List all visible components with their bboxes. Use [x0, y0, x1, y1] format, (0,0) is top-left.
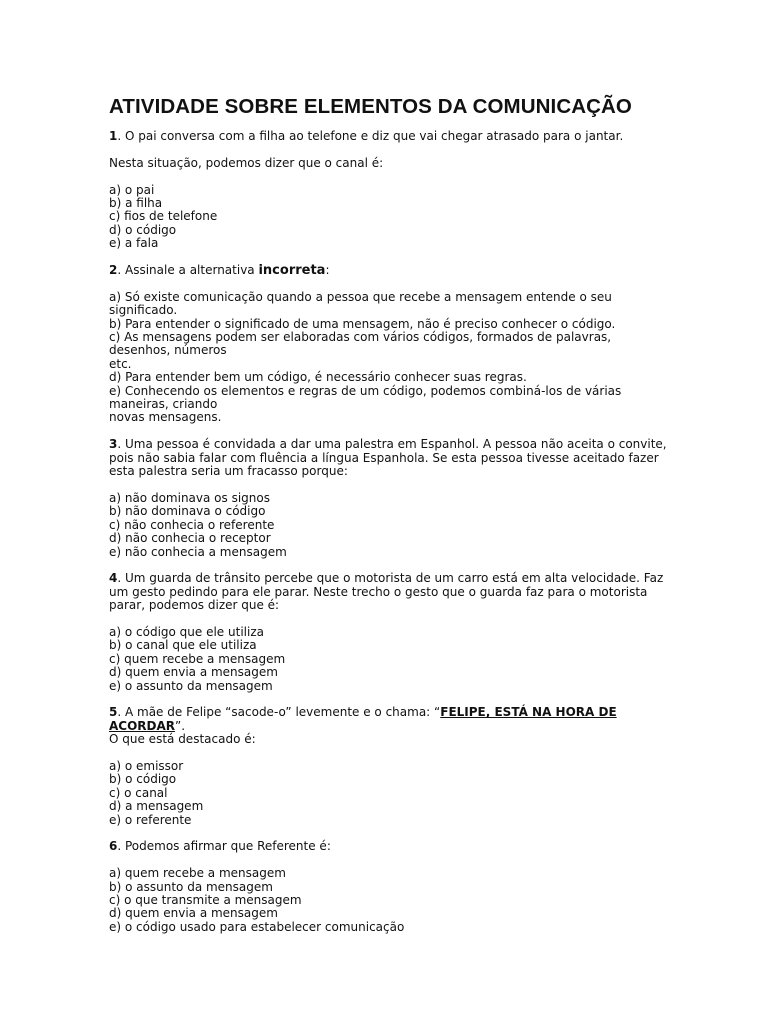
option-c-cont: desenhos, números [109, 343, 227, 358]
options-list [109, 492, 669, 559]
option-b: b) Para entender o significado de uma mensagem, não é preciso conhecer o código. [109, 316, 616, 331]
question-prompt: Nesta situação, podemos dizer que o canal é: [109, 155, 384, 170]
question-text-line-3: esta palestra seria um fracasso porque: [109, 464, 348, 479]
page-title: ATIVIDADE SOBRE ELEMENTOS DA COMUNICAÇÃO [109, 95, 632, 118]
question-number: 2 [109, 263, 118, 278]
options-list [109, 626, 669, 693]
option-e-cont-2: novas mensagens. [109, 410, 222, 425]
option-e: e) o código usado para estabelecer comunicação [109, 919, 405, 934]
question-4 [109, 572, 669, 693]
question-text: . A mãe de Felipe “sacode-o” levemente e o chama: “ [117, 705, 441, 720]
highlighted-phrase-cont: ACORDAR [109, 718, 176, 733]
option-e: e) não conhecia a mensagem [109, 544, 287, 559]
option-b: b) a filha [109, 196, 163, 210]
option-c: c) não conhecia o referente [109, 517, 275, 532]
option-c: c) quem recebe a mensagem [109, 651, 286, 666]
question-text-line-3: parar, podemos dizer que é: [109, 598, 280, 613]
question-2 [109, 264, 669, 425]
question-text: . Podemos afirmar que Referente é: [117, 839, 331, 854]
option-d: d) quem envia a mensagem [109, 906, 278, 921]
option-a: a) o pai [109, 182, 155, 197]
document-page [109, 94, 669, 934]
question-number: 3 [109, 437, 118, 452]
question-6-statement [109, 840, 669, 853]
option-c-cont-2: etc. [109, 356, 132, 371]
option-e: e) o referente [109, 812, 192, 827]
option-b: b) o assunto da mensagem [109, 879, 273, 894]
option-d: d) a mensagem [109, 799, 204, 814]
options-list [109, 291, 669, 425]
option-b: b) o canal que ele utiliza [109, 638, 257, 653]
emphasis-word: incorreta [258, 263, 326, 279]
question-1 [109, 130, 669, 251]
question-text: . Um guarda de trânsito percebe que o motorista de um carro está em alta velocidade. Faz [117, 571, 664, 586]
question-5 [109, 706, 669, 827]
option-c: c) o que transmite a mensagem [109, 892, 302, 907]
question-3 [109, 438, 669, 559]
question-6 [109, 840, 669, 934]
question-text-line-2: pois não sabia falar com fluência a língua Espanhola. Se esta pessoa tivesse aceitado fazer [109, 450, 659, 465]
option-d: d) não conhecia o receptor [109, 531, 271, 546]
option-c: c) As mensagens podem ser elaboradas com vários códigos, formados de palavras, [109, 330, 612, 345]
option-a-cont: significado. [109, 303, 178, 318]
question-number: 6 [109, 839, 118, 854]
options-list [109, 760, 669, 827]
question-text-end: : [325, 263, 330, 278]
option-c: c) o canal [109, 785, 168, 800]
option-d: d) Para entender bem um código, é necessário conhecer suas regras. [109, 370, 527, 385]
question-text-end: ”. [175, 718, 186, 733]
question-number: 4 [109, 571, 118, 586]
question-text: . Assinale a alternativa [117, 263, 259, 278]
option-c: c) fios de telefone [109, 209, 218, 224]
options-list [109, 184, 669, 251]
option-a: a) não dominava os signos [109, 490, 270, 505]
question-2-statement [109, 264, 669, 277]
option-e: e) Conhecendo os elementos e regras de um código, podemos combiná-los de várias [109, 383, 622, 398]
option-e-cont: maneiras, criando [109, 397, 218, 412]
question-4-statement [109, 572, 669, 612]
option-d: d) o código [109, 222, 177, 237]
option-d: d) quem envia a mensagem [109, 665, 278, 680]
option-b: b) não dominava o código [109, 504, 266, 519]
question-text: . Uma pessoa é convidada a dar uma palestra em Espanhol. A pessoa não aceita o convite, [117, 437, 667, 452]
option-e: e) o assunto da mensagem [109, 678, 273, 693]
option-a: a) Só existe comunicação quando a pessoa que recebe a mensagem entende o seu [109, 289, 612, 304]
highlighted-phrase: FELIPE, ESTÁ NA HORA DE [440, 705, 617, 720]
question-text: . O pai conversa com a filha ao telefone e diz que vai chegar atrasado para o jantar. [117, 129, 624, 143]
options-list [109, 867, 669, 934]
question-number: 1 [109, 129, 118, 143]
option-b: b) o código [109, 772, 177, 787]
question-5-statement [109, 706, 669, 733]
question-3-statement [109, 438, 669, 478]
question-text-line-2: um gesto pedindo para ele parar. Neste trecho o gesto que o guarda faz para o motorista [109, 584, 648, 599]
question-prompt: O que está destacado é: [109, 732, 256, 747]
option-e: e) a fala [109, 236, 159, 251]
question-number: 5 [109, 705, 118, 720]
option-a: a) quem recebe a mensagem [109, 866, 286, 881]
option-a: a) o código que ele utiliza [109, 624, 264, 639]
question-1-statement [109, 130, 669, 143]
option-a: a) o emissor [109, 758, 184, 773]
